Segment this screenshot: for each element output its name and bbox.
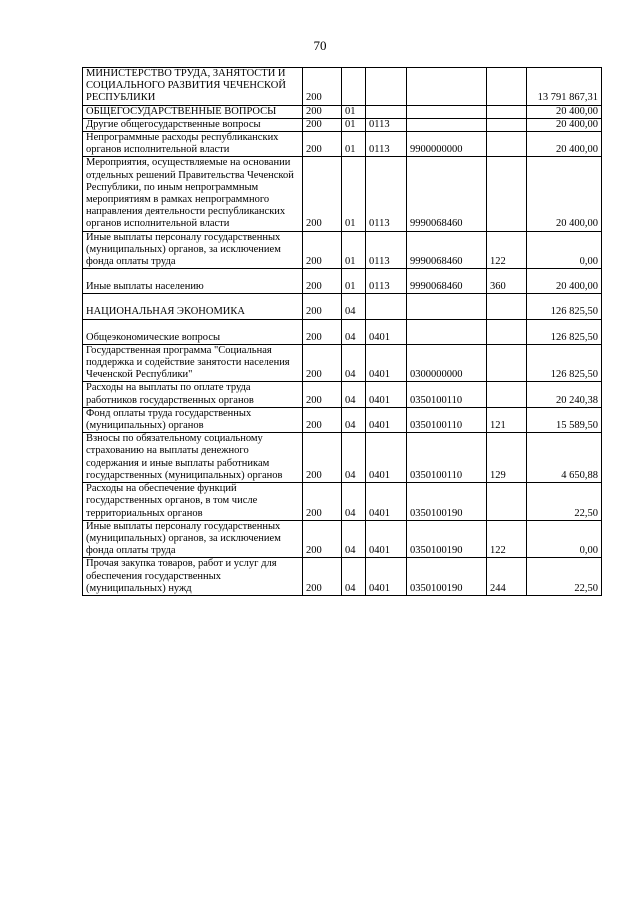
cell-pr: 0113 bbox=[366, 132, 407, 157]
cell-rz: 01 bbox=[342, 132, 366, 157]
cell-csr bbox=[407, 319, 487, 344]
cell-vr bbox=[487, 118, 527, 131]
cell-vr: 360 bbox=[487, 269, 527, 294]
table-row bbox=[83, 520, 602, 558]
cell-sum: 126 825,50 bbox=[527, 294, 602, 319]
row-name: ОБЩЕГОСУДАРСТВЕННЫЕ ВОПРОСЫ bbox=[83, 105, 303, 118]
cell-vr: 121 bbox=[487, 407, 527, 432]
cell-gr: 200 bbox=[303, 269, 342, 294]
table-row bbox=[83, 105, 602, 118]
cell-gr: 200 bbox=[303, 344, 342, 382]
cell-vr: 129 bbox=[487, 433, 527, 483]
cell-rz: 04 bbox=[342, 382, 366, 407]
cell-vr bbox=[487, 483, 527, 521]
cell-sum: 20 400,00 bbox=[527, 118, 602, 131]
cell-gr: 200 bbox=[303, 118, 342, 131]
table-row bbox=[83, 382, 602, 407]
cell-sum: 20 400,00 bbox=[527, 157, 602, 231]
cell-pr: 0113 bbox=[366, 269, 407, 294]
cell-rz: 04 bbox=[342, 483, 366, 521]
cell-sum: 15 589,50 bbox=[527, 407, 602, 432]
row-name: Другие общегосударственные вопросы bbox=[83, 118, 303, 131]
cell-sum: 4 650,88 bbox=[527, 433, 602, 483]
cell-vr: 122 bbox=[487, 231, 527, 269]
cell-gr: 200 bbox=[303, 433, 342, 483]
cell-vr bbox=[487, 68, 527, 106]
table-body bbox=[83, 68, 602, 596]
cell-sum: 126 825,50 bbox=[527, 319, 602, 344]
cell-sum: 0,00 bbox=[527, 520, 602, 558]
cell-pr bbox=[366, 105, 407, 118]
table-row bbox=[83, 294, 602, 319]
cell-vr bbox=[487, 319, 527, 344]
cell-pr bbox=[366, 68, 407, 106]
cell-sum: 20 400,00 bbox=[527, 269, 602, 294]
cell-sum: 13 791 867,31 bbox=[527, 68, 602, 106]
cell-gr: 200 bbox=[303, 382, 342, 407]
row-name: Мероприятия, осуществляемые на основании отдельных решений Правительства Чеченской Республики, по иным непрограммным мероприятиям в рамках непрограммного направления деятельности республиканских органов исполнительной власти bbox=[83, 157, 303, 231]
cell-pr: 0401 bbox=[366, 433, 407, 483]
cell-rz: 01 bbox=[342, 269, 366, 294]
table-row bbox=[83, 269, 602, 294]
cell-gr: 200 bbox=[303, 105, 342, 118]
row-name: Расходы на выплаты по оплате труда работников государственных органов bbox=[83, 382, 303, 407]
row-name: Фонд оплаты труда государственных (муниципальных) органов bbox=[83, 407, 303, 432]
table-row bbox=[83, 157, 602, 231]
cell-pr: 0113 bbox=[366, 118, 407, 131]
cell-pr: 0401 bbox=[366, 558, 407, 596]
cell-pr: 0401 bbox=[366, 344, 407, 382]
cell-csr: 0350100190 bbox=[407, 558, 487, 596]
cell-rz: 01 bbox=[342, 105, 366, 118]
cell-rz: 04 bbox=[342, 433, 366, 483]
cell-sum: 0,00 bbox=[527, 231, 602, 269]
cell-sum: 20 240,38 bbox=[527, 382, 602, 407]
cell-vr bbox=[487, 105, 527, 118]
row-name: Непрограммные расходы республиканских органов исполнительной власти bbox=[83, 132, 303, 157]
cell-gr: 200 bbox=[303, 407, 342, 432]
table-row bbox=[83, 433, 602, 483]
cell-pr: 0113 bbox=[366, 231, 407, 269]
cell-sum: 126 825,50 bbox=[527, 344, 602, 382]
cell-rz: 01 bbox=[342, 157, 366, 231]
cell-vr: 122 bbox=[487, 520, 527, 558]
cell-pr: 0401 bbox=[366, 483, 407, 521]
cell-csr bbox=[407, 118, 487, 131]
cell-rz: 01 bbox=[342, 231, 366, 269]
cell-pr: 0113 bbox=[366, 157, 407, 231]
cell-sum: 20 400,00 bbox=[527, 132, 602, 157]
cell-gr: 200 bbox=[303, 132, 342, 157]
row-name: Общеэкономические вопросы bbox=[83, 319, 303, 344]
cell-pr: 0401 bbox=[366, 319, 407, 344]
cell-rz: 04 bbox=[342, 520, 366, 558]
cell-gr: 200 bbox=[303, 558, 342, 596]
budget-table bbox=[82, 67, 602, 596]
cell-sum: 20 400,00 bbox=[527, 105, 602, 118]
row-name: Прочая закупка товаров, работ и услуг для обеспечения государственных (муниципальных) нужд bbox=[83, 558, 303, 596]
cell-pr: 0401 bbox=[366, 407, 407, 432]
cell-vr bbox=[487, 382, 527, 407]
cell-pr: 0401 bbox=[366, 382, 407, 407]
cell-csr: 0350100110 bbox=[407, 433, 487, 483]
table-row bbox=[83, 344, 602, 382]
table-row bbox=[83, 483, 602, 521]
row-name: Государственная программа "Социальная поддержка и содействие занятости населения Чеченской Республики" bbox=[83, 344, 303, 382]
cell-vr bbox=[487, 157, 527, 231]
cell-csr: 0300000000 bbox=[407, 344, 487, 382]
table-row bbox=[83, 558, 602, 596]
cell-csr: 0350100190 bbox=[407, 520, 487, 558]
cell-csr: 0350100110 bbox=[407, 407, 487, 432]
row-name: МИНИСТЕРСТВО ТРУДА, ЗАНЯТОСТИ И СОЦИАЛЬНОГО РАЗВИТИЯ ЧЕЧЕНСКОЙ РЕСПУБЛИКИ bbox=[83, 68, 303, 106]
cell-csr bbox=[407, 105, 487, 118]
cell-vr bbox=[487, 344, 527, 382]
cell-rz: 04 bbox=[342, 319, 366, 344]
cell-vr bbox=[487, 294, 527, 319]
cell-rz bbox=[342, 68, 366, 106]
cell-vr: 244 bbox=[487, 558, 527, 596]
cell-pr bbox=[366, 294, 407, 319]
cell-csr bbox=[407, 294, 487, 319]
table-row bbox=[83, 68, 602, 106]
table-row bbox=[83, 132, 602, 157]
cell-csr: 0350100110 bbox=[407, 382, 487, 407]
cell-rz: 04 bbox=[342, 294, 366, 319]
table-row bbox=[83, 118, 602, 131]
cell-gr: 200 bbox=[303, 520, 342, 558]
row-name: Взносы по обязательному социальному страхованию на выплаты денежного содержания и иные выплаты работникам государственных (муниципальных) органов bbox=[83, 433, 303, 483]
cell-sum: 22,50 bbox=[527, 558, 602, 596]
cell-csr: 9990068460 bbox=[407, 231, 487, 269]
table-row bbox=[83, 231, 602, 269]
cell-sum: 22,50 bbox=[527, 483, 602, 521]
table-row bbox=[83, 407, 602, 432]
row-name: Иные выплаты населению bbox=[83, 269, 303, 294]
cell-gr: 200 bbox=[303, 294, 342, 319]
cell-gr: 200 bbox=[303, 231, 342, 269]
cell-csr: 9990068460 bbox=[407, 157, 487, 231]
cell-csr bbox=[407, 68, 487, 106]
row-name: НАЦИОНАЛЬНАЯ ЭКОНОМИКА bbox=[83, 294, 303, 319]
row-name: Иные выплаты персоналу государственных (муниципальных) органов, за исключением фонда оплаты труда bbox=[83, 231, 303, 269]
row-name: Иные выплаты персоналу государственных (муниципальных) органов, за исключением фонда оплаты труда bbox=[83, 520, 303, 558]
cell-rz: 04 bbox=[342, 407, 366, 432]
cell-rz: 04 bbox=[342, 558, 366, 596]
cell-csr: 0350100190 bbox=[407, 483, 487, 521]
cell-pr: 0401 bbox=[366, 520, 407, 558]
table-row bbox=[83, 319, 602, 344]
cell-gr: 200 bbox=[303, 68, 342, 106]
cell-gr: 200 bbox=[303, 319, 342, 344]
cell-csr: 9990068460 bbox=[407, 269, 487, 294]
cell-vr bbox=[487, 132, 527, 157]
cell-csr: 9900000000 bbox=[407, 132, 487, 157]
cell-gr: 200 bbox=[303, 157, 342, 231]
cell-gr: 200 bbox=[303, 483, 342, 521]
row-name: Расходы на обеспечение функций государственных органов, в том числе территориальных органов bbox=[83, 483, 303, 521]
cell-rz: 01 bbox=[342, 118, 366, 131]
cell-rz: 04 bbox=[342, 344, 366, 382]
page-number: 70 bbox=[313, 38, 327, 53]
